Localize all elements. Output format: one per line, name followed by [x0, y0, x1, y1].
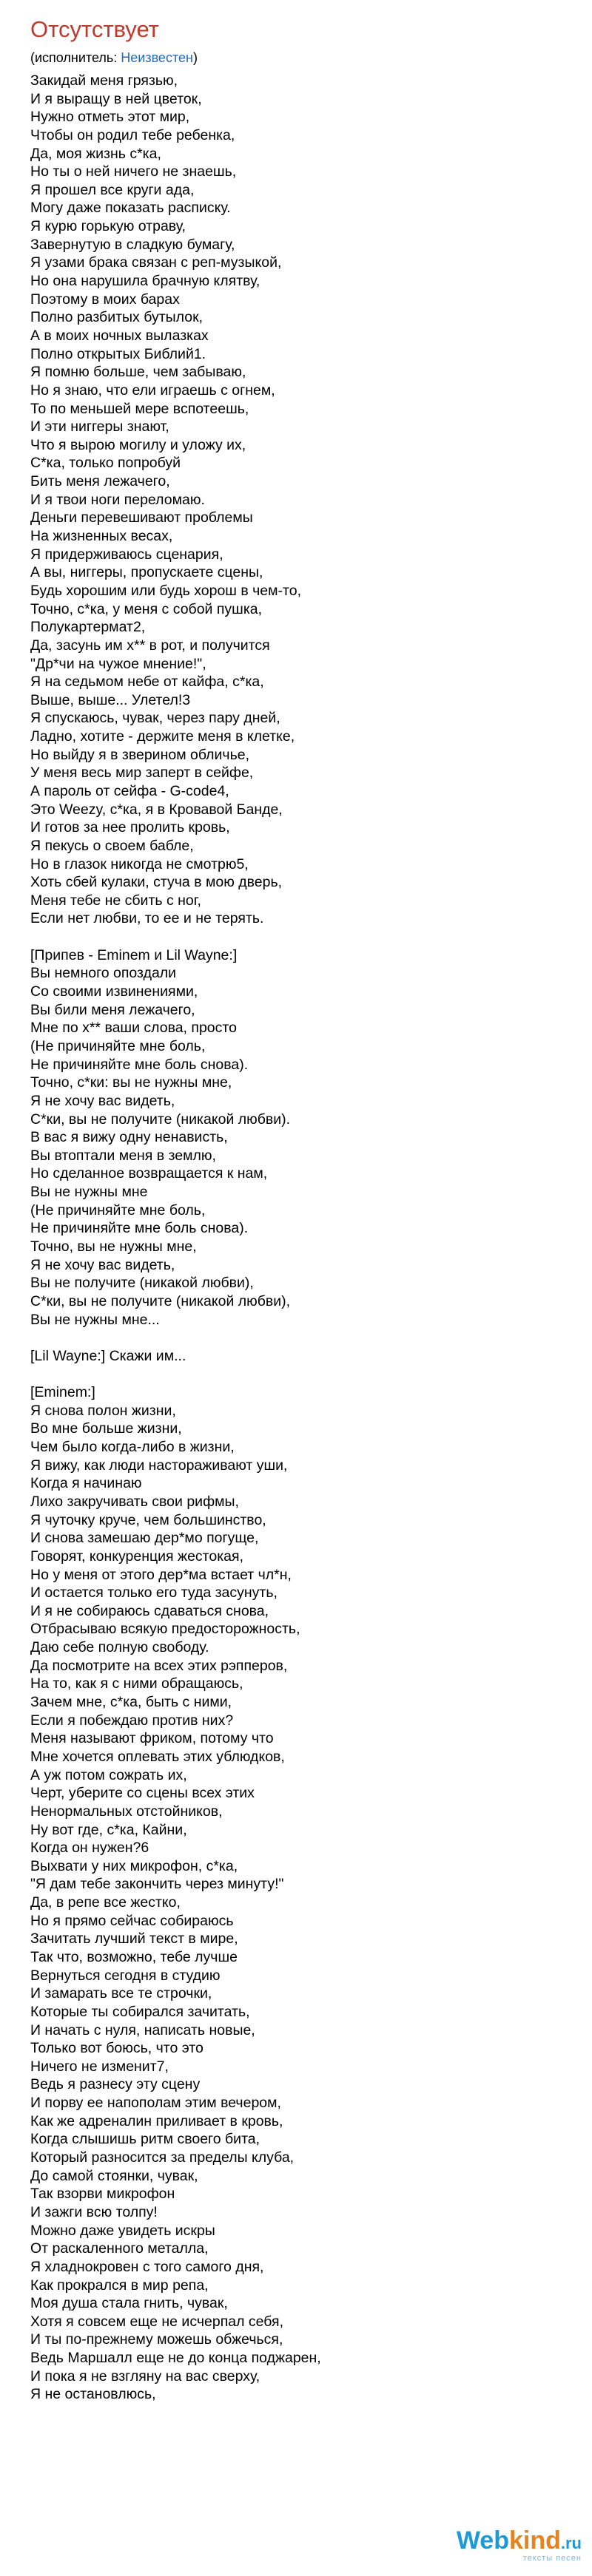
lyric-line: Я спускаюсь, чувак, через пару дней,: [30, 710, 280, 727]
lyric-line: И замарать все те строчки,: [30, 1985, 212, 2002]
lyric-line: Как же адреналин приливает в кровь,: [30, 2112, 283, 2129]
lyric-line: Со своими извинениями,: [30, 983, 198, 1000]
lyric-line: Точно, вы не нужны мне,: [30, 1238, 197, 1255]
lyric-line: (Не причиняйте мне боль,: [30, 1201, 206, 1218]
logo-ru-text: .ru: [560, 2534, 582, 2552]
lyric-line: От раскаленного металла,: [30, 2240, 209, 2257]
lyric-line: Как прокрался в мир репа,: [30, 2277, 209, 2294]
lyric-line: Я прошел все круги ада,: [30, 181, 195, 198]
lyric-line: [Eminem:]: [30, 1384, 95, 1401]
lyric-line: Выше, выше... Улетел!3: [30, 691, 191, 708]
lyric-line: Да, в репе все жестко,: [30, 1894, 181, 1911]
lyric-line: Чтобы он родил тебе ребенка,: [30, 126, 235, 143]
lyric-line: Не причиняйте мне боль снова).: [30, 1220, 249, 1237]
lyric-line: Но ты о ней ничего не знаешь,: [30, 163, 237, 180]
lyric-line: Хоть сбей кулаки, стуча в мою дверь,: [30, 874, 283, 891]
lyric-line: Хотя я совсем еще не исчерпал себя,: [30, 2313, 283, 2330]
lyric-line: Выхвати у них микрофон, с*ка,: [30, 1857, 238, 1874]
logo-tagline: тексты песен: [522, 2554, 582, 2563]
lyric-line: И я не собираюсь сдаваться снова,: [30, 1602, 269, 1619]
lyric-line: Когда я начинаю: [30, 1475, 142, 1492]
lyric-line: Когда слышишь ритм своего бита,: [30, 2131, 260, 2148]
artist-suffix: ): [192, 50, 198, 65]
lyric-line: Ну вот где, с*ка, Кайни,: [30, 1821, 187, 1838]
lyric-line: [Припев - Eminem и Lil Wayne:]: [30, 946, 238, 963]
lyric-line: И эти ниггеры знают,: [30, 418, 169, 435]
lyric-line: Только вот боюсь, что это: [30, 2040, 204, 2057]
lyric-line: Но сделанное возвращается к нам,: [30, 1165, 268, 1182]
lyric-line: Когда он нужен?6: [30, 1840, 149, 1857]
lyric-line: Ненормальных отстойников,: [30, 1803, 223, 1820]
lyric-line: А пароль от сейфа - G-code4,: [30, 782, 229, 799]
lyric-line: Да, моя жизнь с*ка,: [30, 145, 161, 162]
lyric-line: И порву ее напополам этим вечером,: [30, 2095, 281, 2112]
lyric-line: Вы немного опоздали: [30, 965, 177, 982]
lyric-line: Не причиняйте мне боль снова).: [30, 1056, 249, 1073]
site-logo[interactable]: [457, 2528, 582, 2563]
lyric-line: Вы били меня лежачего,: [30, 1001, 195, 1018]
lyric-line: В вас я вижу одну ненависть,: [30, 1129, 228, 1146]
artist-link[interactable]: Неизвестен: [121, 50, 193, 65]
lyric-line: Я вижу, как люди настораживают уши,: [30, 1457, 288, 1474]
lyric-line: Мне хочется оплевать этих ублюдков,: [30, 1748, 285, 1765]
lyric-line: С*ки, вы не получите (никакой любви),: [30, 1292, 291, 1309]
lyric-line: И снова замешаю дер*мо погуще,: [30, 1530, 259, 1547]
lyric-line: Которые ты собирался зачитать,: [30, 2003, 250, 2020]
lyric-line: Так что, возможно, тебе лучше: [30, 1948, 238, 1965]
lyric-line: Но я прямо сейчас собираюсь: [30, 1912, 234, 1929]
lyric-line: И начать с нуля, написать новые,: [30, 2021, 255, 2038]
lyrics-body: [30, 72, 578, 2404]
lyric-line: "Я дам тебе закончить через минуту!": [30, 1876, 284, 1893]
lyric-line: Деньги перевешивают проблемы: [30, 509, 253, 526]
lyric-line: Я помню больше, чем забываю,: [30, 364, 246, 381]
lyric-line: Могу даже показать расписку.: [30, 200, 231, 217]
lyric-line: Ладно, хотите - держите меня в клетке,: [30, 728, 295, 745]
lyric-line: Ведь Маршалл еще не до конца поджарен,: [30, 2350, 321, 2367]
lyric-line: Я не хочу вас видеть,: [30, 1092, 175, 1109]
lyric-line: И я твои ноги переломаю.: [30, 491, 205, 508]
lyric-line: Я придерживаюсь сценария,: [30, 546, 223, 563]
lyric-line: Можно даже увидеть искры: [30, 2222, 215, 2239]
lyric-line: Нужно отметь этот мир,: [30, 109, 190, 126]
artist-prefix: (исполнитель:: [30, 50, 121, 65]
lyric-line: Даю себе полную свободу.: [30, 1639, 209, 1656]
lyric-line: Но она нарушила брачную клятву,: [30, 273, 260, 290]
lyric-line: Полукартермат2,: [30, 619, 146, 636]
logo-web-text: Web: [456, 2526, 509, 2555]
lyric-line: Лихо закручивать свои рифмы,: [30, 1493, 239, 1510]
lyric-line: Я на седьмом небе от кайфа, с*ка,: [30, 674, 264, 691]
lyric-line: А в моих ночных вылазках: [30, 327, 209, 344]
lyric-line: Да посмотрите на всех этих рэпперов,: [30, 1657, 288, 1674]
lyric-line: С*ка, только попробуй: [30, 455, 181, 472]
lyric-line: Вы не получите (никакой любви),: [30, 1275, 254, 1292]
lyric-line: Если я побеждаю против них?: [30, 1712, 234, 1729]
lyric-line: Вы не нужны мне...: [30, 1311, 160, 1328]
lyric-line: Если нет любви, то ее и не терять.: [30, 910, 264, 927]
blank-line: [30, 1365, 578, 1383]
lyric-line: И пока я не взгляну на вас сверху,: [30, 2367, 260, 2385]
lyric-line: Чем было когда-либо в жизни,: [30, 1439, 235, 1456]
lyric-line: И готов за нее пролить кровь,: [30, 819, 230, 836]
lyric-line: Ведь я разнесу эту сцену: [30, 2076, 201, 2093]
lyric-line: Вернуться сегодня в студию: [30, 1967, 221, 1984]
lyric-line: (Не причиняйте мне боль,: [30, 1037, 206, 1054]
lyric-line: Точно, с*ка, у меня с собой пушка,: [30, 600, 263, 617]
lyric-line: Но я знаю, что ели играешь с огнем,: [30, 382, 275, 399]
lyric-line: Завернутую в сладкую бумагу,: [30, 236, 235, 253]
lyric-line: Да, засунь им х** в рот, и получится: [30, 637, 270, 654]
lyric-line: Бить меня лежачего,: [30, 473, 170, 490]
lyric-line: Я чуточку круче, чем большинство,: [30, 1511, 266, 1528]
lyric-line: Черт, уберите со сцены всех этих: [30, 1785, 255, 1802]
lyric-line: Что я вырою могилу и уложу их,: [30, 436, 246, 453]
lyric-line: Но в глазок никогда не смотрю5,: [30, 855, 249, 872]
lyric-line: Поэтому в моих барах: [30, 291, 180, 308]
lyric-line: Говорят, конкуренция жестокая,: [30, 1548, 243, 1565]
lyric-line: Отбрасываю всякую предосторожность,: [30, 1621, 300, 1638]
lyric-line: И зажги всю толпу!: [30, 2203, 158, 2220]
lyric-line: [Lil Wayne:] Скажи им...: [30, 1347, 186, 1364]
page-title: Отсутствует: [30, 16, 159, 42]
lyric-line: Полно разбитых бутылок,: [30, 309, 204, 326]
lyric-line: Меня тебе не сбить с ног,: [30, 892, 201, 909]
lyric-line: На то, как я с ними обращаюсь,: [30, 1675, 243, 1692]
lyric-line: И ты по-прежнему можешь обжечься,: [30, 2331, 283, 2348]
lyric-line: Мне по х** ваши слова, просто: [30, 1020, 237, 1037]
lyric-line: И остается только его туда засунуть,: [30, 1584, 278, 1601]
lyric-line: Но у меня от этого дер*ма встает чл*н,: [30, 1566, 292, 1583]
lyric-line: Который разносится за пределы клуба,: [30, 2149, 295, 2166]
lyric-line: Я узами брака связан с реп-музыкой,: [30, 254, 282, 271]
artist-line: [30, 50, 198, 66]
lyric-line: А уж потом сожрать их,: [30, 1766, 187, 1783]
lyric-line: Будь хорошим или будь хорош в чем-то,: [30, 582, 302, 599]
lyric-line: Так взорви микрофон: [30, 2186, 175, 2203]
blank-line: [30, 928, 578, 946]
lyric-line: Это Weezy, с*ка, я в Кровавой Банде,: [30, 801, 283, 818]
lyric-line: Я не хочу вас видеть,: [30, 1256, 175, 1273]
lyric-line: Но выйду я в зверином обличье,: [30, 746, 250, 763]
lyric-line: Зачитать лучший текст в мире,: [30, 1931, 238, 1948]
lyric-line: Меня называют фриком, потому что: [30, 1730, 274, 1747]
logo-kind-text: kind: [508, 2526, 561, 2555]
lyric-line: Я не остановлюсь,: [30, 2386, 156, 2403]
lyric-line: И я выращу в ней цветок,: [30, 90, 202, 107]
lyric-line: Я курю горькую отраву,: [30, 218, 186, 235]
lyric-line: У меня весь мир заперт в сейфе,: [30, 765, 254, 782]
blank-line: [30, 1329, 578, 1347]
lyric-line: С*ки, вы не получите (никакой любви).: [30, 1111, 291, 1128]
lyric-line: Вы не нужны мне: [30, 1184, 148, 1201]
lyric-line: Закидай меня грязью,: [30, 72, 178, 89]
lyric-line: Вы втоптали меня в землю,: [30, 1147, 216, 1164]
lyric-line: А вы, ниггеры, пропускаете сцены,: [30, 564, 263, 581]
lyric-line: Я снова полон жизни,: [30, 1402, 176, 1419]
logo-wordmark: [457, 2528, 582, 2553]
lyric-line: Ничего не изменит7,: [30, 2058, 169, 2075]
lyric-line: "Др*чи на чужое мнение!",: [30, 655, 206, 672]
lyric-line: Моя душа стала гнить, чувак,: [30, 2295, 228, 2312]
lyric-line: Зачем мне, с*ка, быть с ними,: [30, 1694, 232, 1711]
lyric-line: До самой стоянки, чувак,: [30, 2167, 198, 2184]
lyric-line: Полно открытых Библий1.: [30, 345, 206, 362]
lyric-line: Во мне больше жизни,: [30, 1420, 182, 1437]
lyric-line: То по меньшей мере вспотеешь,: [30, 400, 249, 417]
lyric-line: На жизненных весах,: [30, 528, 173, 545]
lyric-line: Я хладнокровен с того самого дня,: [30, 2258, 264, 2275]
lyric-line: Я пекусь о своем бабле,: [30, 837, 194, 854]
lyric-line: Точно, с*ки: вы не нужны мне,: [30, 1074, 232, 1091]
